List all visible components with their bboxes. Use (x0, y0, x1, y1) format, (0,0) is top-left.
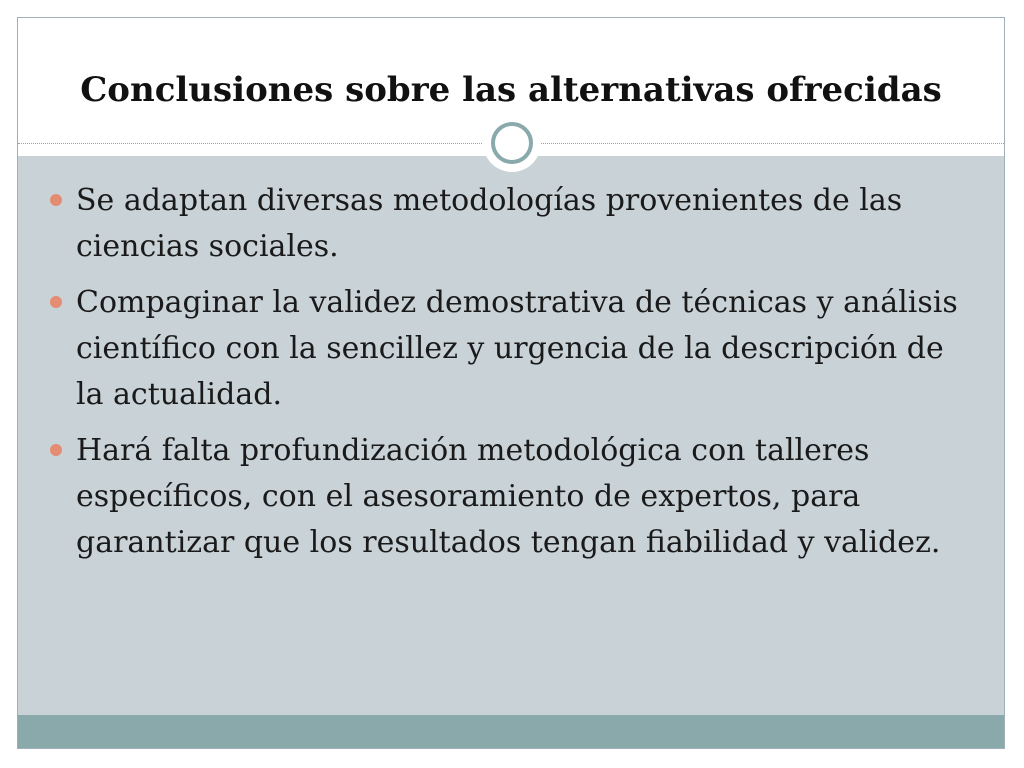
bullet-dot-icon (50, 296, 62, 308)
bullet-text: Se adaptan diversas metodologías provenientes de las ciencias sociales. (76, 183, 903, 264)
circle-ring-icon (483, 114, 541, 172)
slide-title: Conclusiones sobre las alternativas ofrecidas (80, 70, 942, 110)
bullet-list (46, 178, 966, 576)
circle-ring-inner (491, 122, 533, 164)
bullet-text: Hará falta profundización metodológica con talleres específicos, con el asesoramiento de expertos, para garantizar que los resultados tengan fiabilidad y validez. (76, 433, 941, 560)
bullet-dot-icon (50, 194, 62, 206)
bullet-text: Compaginar la validez demostrativa de técnicas y análisis científico con la sencillez y urgencia de la descripción de la actualidad. (76, 285, 958, 412)
footer-band (18, 715, 1004, 748)
slide-frame (17, 17, 1005, 749)
bullet-item (46, 428, 966, 566)
bullet-item (46, 280, 966, 418)
bullet-dot-icon (50, 444, 62, 456)
bullet-item (46, 178, 966, 270)
